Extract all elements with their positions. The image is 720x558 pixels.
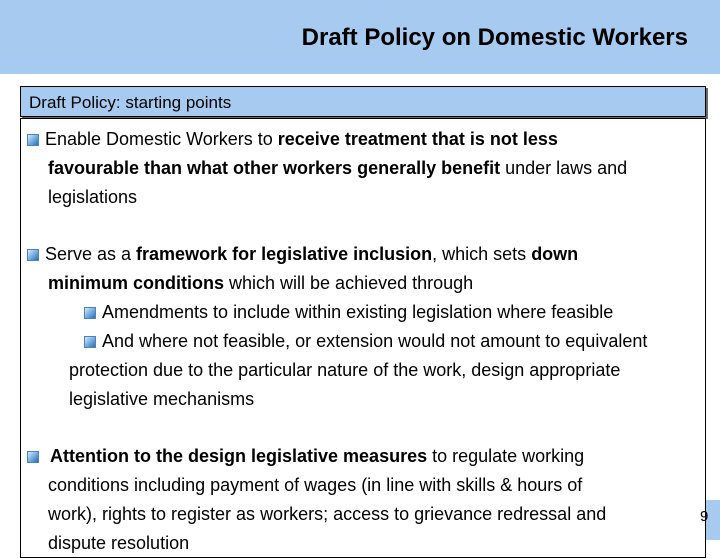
bullet-1-line-1: Enable Domestic Workers to receive treatment that is not less — [27, 125, 558, 154]
bullet-square-icon — [27, 451, 39, 463]
page-number: 9 — [700, 508, 709, 525]
slide-title: Draft Policy on Domestic Workers — [301, 24, 688, 51]
bullet-2-line-1: Serve as a framework for legislative inclusion, which sets down — [27, 240, 578, 269]
sub-bullet-2-line-2: protection due to the particular nature of the work, design appropriate — [69, 360, 621, 380]
bullet-2-line-2: minimum conditions which will be achieved through — [48, 273, 474, 293]
subtitle-text: Draft Policy: starting points — [29, 93, 232, 112]
bullet-square-icon — [27, 134, 39, 146]
bullet-3-line-1: Attention to the design legislative measures to regulate working — [27, 442, 584, 471]
bullet-3-line-4: dispute resolution — [48, 533, 190, 553]
subtitle-box — [20, 86, 706, 117]
sub-bullet-2-line-1: And where not feasible, or extension would not amount to equivalent — [84, 327, 647, 356]
bullet-square-icon — [84, 336, 96, 348]
sub-bullet-1: Amendments to include within existing legislation where feasible — [84, 298, 613, 327]
bullet-3-line-2: conditions including payment of wages (in line with skills & hours of — [48, 475, 583, 495]
bullet-square-icon — [84, 307, 96, 319]
bullet-square-icon — [27, 249, 39, 261]
sub-bullet-2-line-3: legislative mechanisms — [69, 389, 255, 409]
bullet-1-line-2: favourable than what other workers generally benefit under laws and — [48, 158, 628, 178]
bullet-1-line-3: legislations — [48, 187, 138, 207]
bullet-3-line-3: work), rights to register as workers; access to grievance redressal and — [48, 504, 607, 524]
